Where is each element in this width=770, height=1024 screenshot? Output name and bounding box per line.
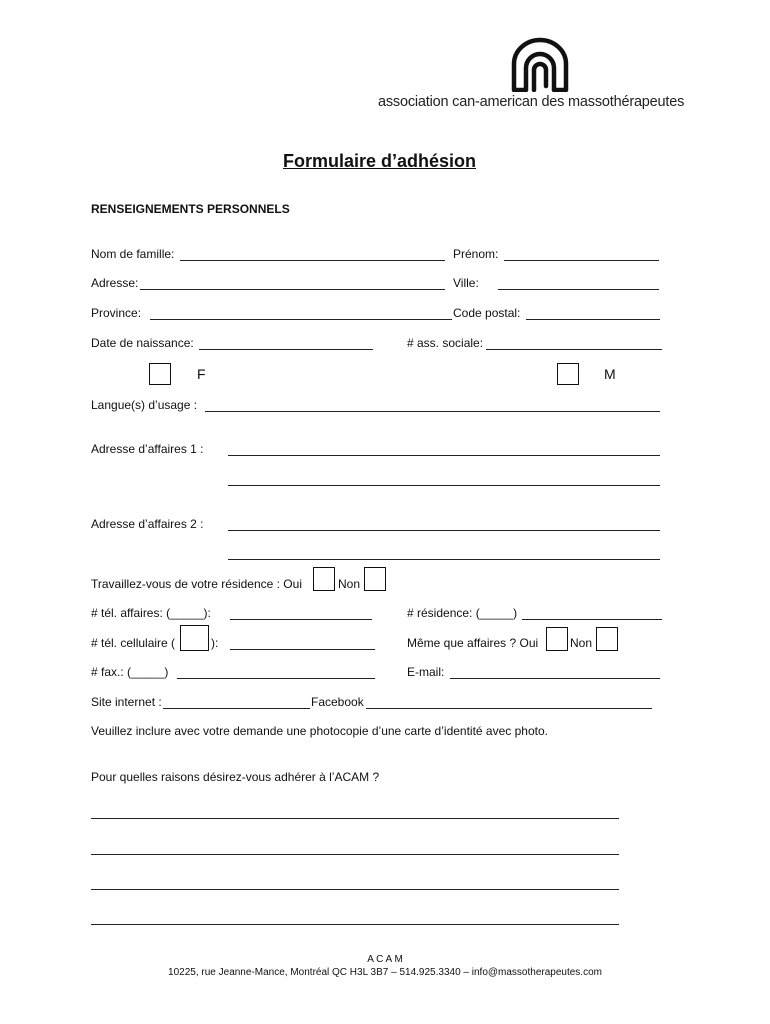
field-province[interactable] xyxy=(150,319,452,320)
field-reasons-line-4[interactable] xyxy=(91,924,619,925)
label-birth-date: Date de naissance: xyxy=(91,336,194,350)
field-business-address-1-line-2[interactable] xyxy=(228,485,660,486)
label-business-phone: # tél. affaires: (_____): xyxy=(91,606,211,620)
field-home-phone[interactable] xyxy=(522,619,662,620)
field-first-name[interactable] xyxy=(504,260,659,261)
field-reasons-line-3[interactable] xyxy=(91,889,619,890)
association-logo xyxy=(508,36,572,92)
checkbox-work-home-yes[interactable] xyxy=(313,567,335,591)
field-email[interactable] xyxy=(450,678,660,679)
label-business-address-1: Adresse d’affaires 1 : xyxy=(91,442,204,456)
label-first-name: Prénom: xyxy=(453,247,499,261)
label-work-home-no: Non xyxy=(338,577,361,591)
field-last-name[interactable] xyxy=(180,260,445,261)
field-postal-code[interactable] xyxy=(526,319,660,320)
label-province: Province: xyxy=(91,306,142,320)
field-business-phone[interactable] xyxy=(230,619,372,620)
field-city[interactable] xyxy=(498,289,659,290)
field-cell-phone[interactable] xyxy=(230,649,375,650)
field-birth-date[interactable] xyxy=(199,349,373,350)
label-female: F xyxy=(197,366,206,382)
photo-id-notice: Veuillez inclure avec votre demande une photocopie d’une carte d’identité avec photo. xyxy=(91,724,548,738)
field-business-address-2-line-2[interactable] xyxy=(228,559,660,560)
label-male: M xyxy=(604,366,616,382)
footer-org: A C A M xyxy=(367,954,403,965)
label-same-as-business: Même que affaires ? Oui xyxy=(407,636,539,650)
association-name: association can-american des massothérapeutes xyxy=(378,94,685,110)
label-city: Ville: xyxy=(453,276,479,290)
form-title: Formulaire d’adhésion xyxy=(283,151,477,171)
field-website[interactable] xyxy=(163,708,310,709)
field-social-insurance[interactable] xyxy=(486,349,662,350)
label-postal-code: Code postal: xyxy=(453,306,521,320)
label-work-from-home: Travaillez-vous de votre résidence : Oui xyxy=(91,577,302,591)
label-same-no: Non xyxy=(570,636,593,650)
label-social-insurance: # ass. sociale: xyxy=(407,336,484,350)
field-languages[interactable] xyxy=(205,411,660,412)
label-cell-phone: # tél. cellulaire ( xyxy=(91,636,176,650)
field-fax[interactable] xyxy=(177,678,375,679)
field-reasons-line-1[interactable] xyxy=(91,818,619,819)
label-languages: Langue(s) d’usage : xyxy=(91,398,198,412)
field-cell-area-code[interactable] xyxy=(180,625,209,651)
label-email: E-mail: xyxy=(407,665,445,679)
label-last-name: Nom de famille: xyxy=(91,247,175,261)
label-cell-phone-close: ): xyxy=(211,636,219,650)
field-reasons-line-2[interactable] xyxy=(91,854,619,855)
checkbox-female[interactable] xyxy=(149,363,171,385)
checkbox-same-yes[interactable] xyxy=(546,627,568,651)
label-business-address-2: Adresse d’affaires 2 : xyxy=(91,517,204,531)
checkbox-male[interactable] xyxy=(557,363,579,385)
label-fax: # fax.: (_____) xyxy=(91,665,169,679)
section-personal-info: RENSEIGNEMENTS PERSONNELS xyxy=(91,202,290,216)
field-business-address-1-line-1[interactable] xyxy=(228,455,660,456)
field-facebook[interactable] xyxy=(366,708,652,709)
footer-address: 10225, rue Jeanne-Mance, Montréal QC H3L 3B7 – 514.925.3340 – info@massotherapeutes.com xyxy=(168,967,602,978)
checkbox-work-home-no[interactable] xyxy=(364,567,386,591)
field-address[interactable] xyxy=(140,289,445,290)
label-address: Adresse: xyxy=(91,276,139,290)
label-website: Site internet : xyxy=(91,695,162,709)
label-facebook: Facebook xyxy=(311,695,364,709)
label-reasons: Pour quelles raisons désirez-vous adhérer à l’ACAM ? xyxy=(91,770,380,784)
field-business-address-2-line-1[interactable] xyxy=(228,530,660,531)
label-home-phone: # résidence: (_____) xyxy=(407,606,518,620)
checkbox-same-no[interactable] xyxy=(596,627,618,651)
